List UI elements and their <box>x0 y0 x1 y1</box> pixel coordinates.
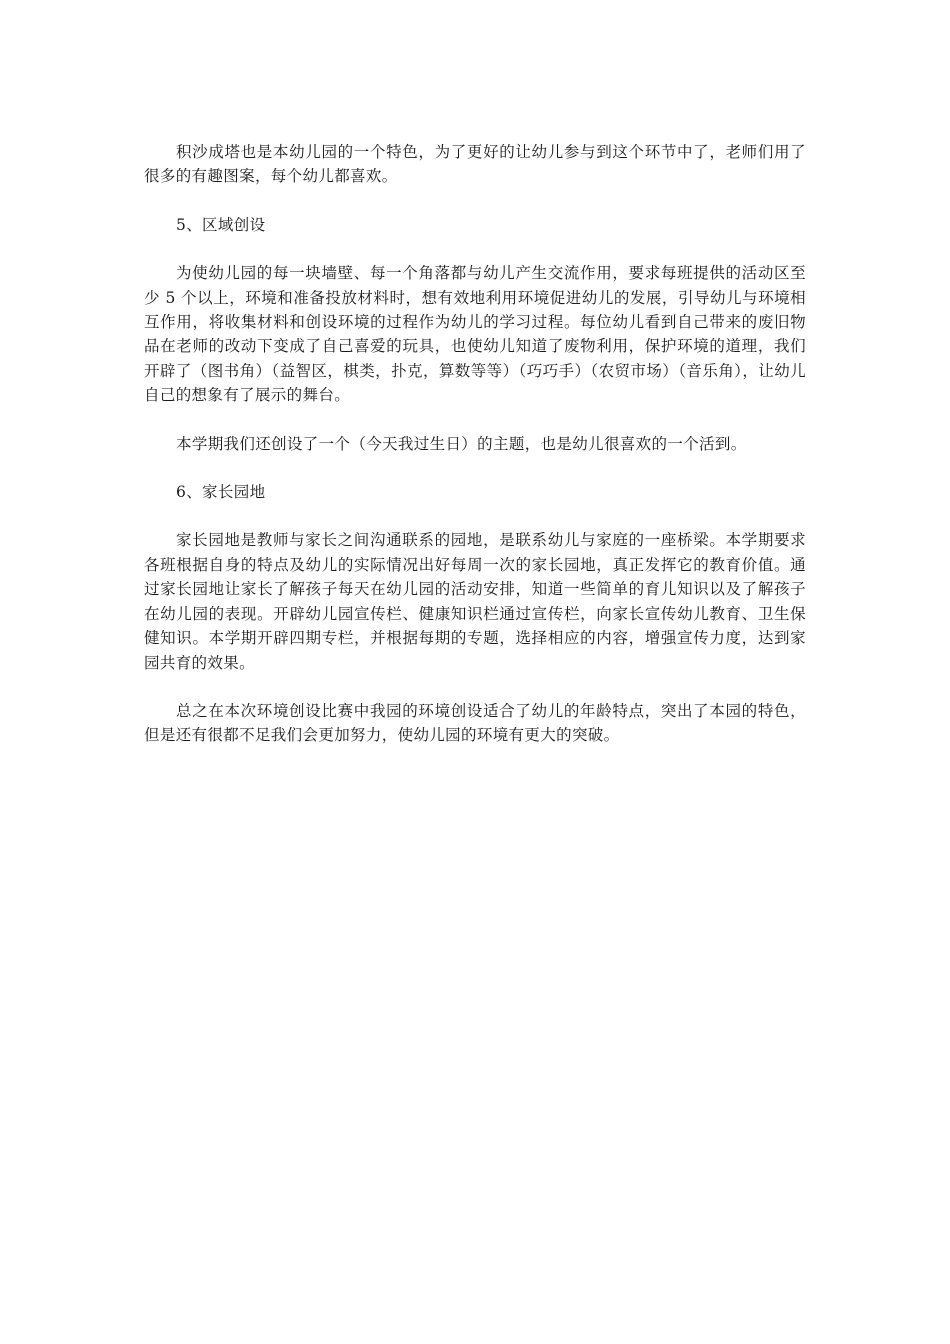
paragraph-conclusion: 总之在本次环境创设比赛中我园的环境创设适合了幼儿的年龄特点，突出了本园的特色，但是还有很都不足我们会更加努力，使幼儿园的环境有更大的突破。 <box>144 701 806 745</box>
section-heading-area-creation: 5、区域创设 <box>176 215 266 234</box>
paragraph-parent-corner: 家长园地是教师与家长之间沟通联系的园地，是联系幼儿与家庭的一座桥梁。本学期要求各班根据自身的特点及幼儿的实际情况出好每周一次的家长园地，真正发挥它的教育价值。通过家长园地让家长了解孩子每天在幼儿园的活动安排，知道一些简单的育儿知识以及了解孩子在幼儿园的表现。开辟幼儿园宣传栏、健康知识栏通过宣传栏，向家长宣传幼儿教育、卫生保健知识。本学期开辟四期专栏，并根据每期的专题，选择相应的内容，增强宣传力度，达到家园共育的效果。 <box>144 531 806 672</box>
paragraph-birthday-theme: 本学期我们还创设了一个（今天我过生日）的主题，也是幼儿很喜欢的一个活到。 <box>176 434 747 453</box>
document-page <box>144 140 806 772</box>
paragraph-sand-tower: 积沙成塔也是本幼儿园的一个特色，为了更好的让幼儿参与到这个环节中了，老师们用了很多的有趣图案，每个幼儿都喜欢。 <box>144 143 806 186</box>
paragraph-area-creation: 为使幼儿园的每一块墙壁、每一个角落都与幼儿产生交流作用，要求每班提供的活动区至少 5 个以上，环境和准备投放材料时，想有效地利用环境促进幼儿的发展，引导幼儿与环境相互作用，将收集材料和创设环境的过程作为幼儿的学习过程。每位幼儿看到自己带来的废旧物品在老师的改动下变成了自己喜爱的玩具，也使幼儿知道了废物利用，保护环境的道理，我们开辟了（图书角）（益智区，棋类，扑克，算数等等）（巧巧手）（农贸市场）（音乐角），让幼儿自己的想象有了展示的舞台。 <box>144 264 806 405</box>
section-heading-parent-corner: 6、家长园地 <box>176 483 266 502</box>
